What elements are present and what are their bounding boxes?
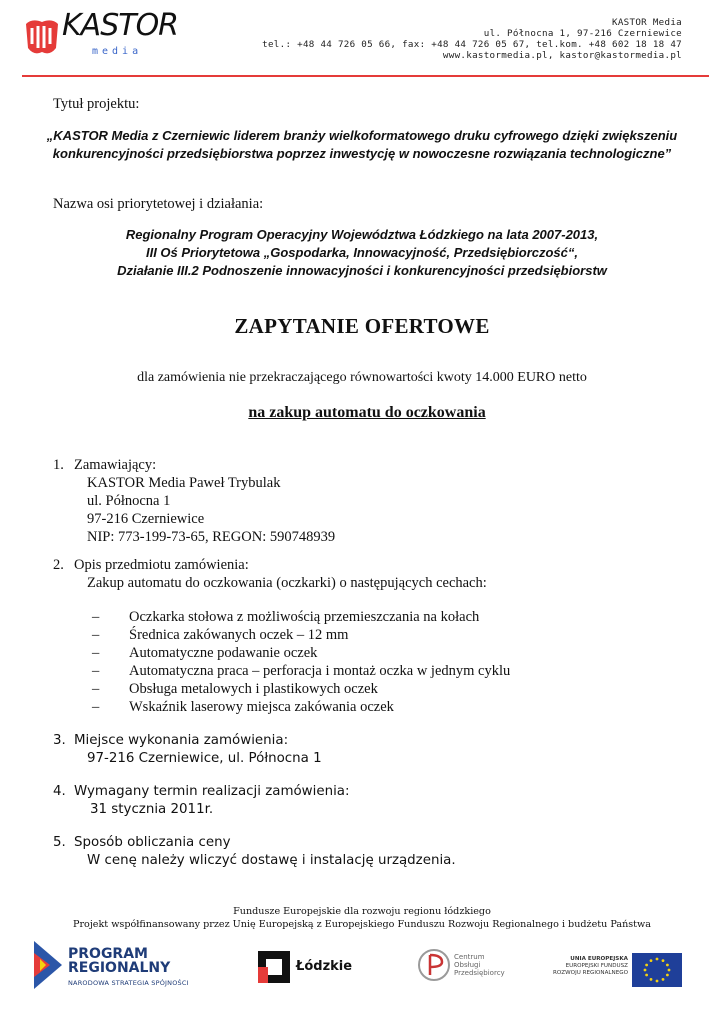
eu-fund-label: UNIA EUROPEJSKA EUROPEJSKI FUNDUSZ ROZWOJU REGIONALNEGO [553,956,628,976]
company-name: KASTOR Media [612,17,682,28]
section-number: 5. [53,835,66,850]
document-title: ZAPYTANIE OFERTOWE [234,314,490,338]
company-phones: tel.: +48 44 726 05 66, fax: +48 44 726 05 67, tel.kom. +48 602 18 18 47 [262,39,682,50]
orderer-name: KASTOR Media Paweł Trybulak [87,475,281,491]
footer-cofinance-line: Projekt współfinansowany przez Unię Europejską z Europejskiego Funduszu Rozwoju Regionalnego i budżetu Państwa [73,919,651,930]
section-number: 2. [53,557,64,573]
section-number: 1. [53,457,64,473]
logo-subtitle: media [92,46,143,57]
section-heading: Sposób obliczania ceny [74,835,231,850]
company-web: www.kastormedia.pl, kastor@kastormedia.pl [442,50,682,61]
cop-logo [418,947,508,991]
program-regionalny-name: PROGRAM REGIONALNY [68,946,171,976]
eu-flag-icon [632,953,682,987]
footer-logos [0,935,724,1005]
axis-line-2: III Oś Priorytetowa „Gospodarka, Innowacyjność, Przedsiębiorczość“, [145,245,578,260]
project-title-line-1: „KASTOR Media z Czerniewic liderem branży wielkoformatowego druku cyfrowego dzięki zwiększeniu [46,128,678,143]
section-number: 4. [53,784,66,799]
section-heading: Opis przedmiotu zamówienia: [74,557,249,573]
section-heading: Wymagany termin realizacji zamówienia: [74,784,350,799]
orderer-tax-ids: NIP: 773-199-73-65, REGON: 590748939 [87,529,336,545]
description-intro: Zakup automatu do oczkowania (oczkarki) o następujących cechach: [87,575,487,591]
footer-funds-line: Fundusze Europejskie dla rozwoju regionu łódzkiego [233,906,491,917]
section-heading: Zamawiający: [74,457,157,473]
lodzkie-mark-icon [258,951,290,983]
company-address: ul. Północna 1, 97-216 Czerniewice [483,28,682,39]
cop-name: Centrum Obsługi Przedsiębiorcy [454,953,505,977]
program-regionalny-tagline: NARODOWA STRATEGIA SPÓJNOŚCI [68,979,189,987]
section-heading: Miejsce wykonania zamówienia: [74,733,289,748]
lodzkie-logo [258,951,358,991]
place-value: 97-216 Czerniewice, ul. Północna 1 [87,751,322,766]
project-label: Tytuł projektu: [53,96,140,112]
logo-wordmark: KASTOR [62,8,179,43]
cop-mark-icon [418,947,450,983]
orderer-street: ul. Północna 1 [87,493,171,509]
section-number: 3. [53,733,66,748]
program-regionalny-mark-icon [34,941,64,989]
document-subtitle: dla zamówienia nie przekraczającego równowartości kwoty 14.000 EURO netto [137,370,587,385]
deadline-value: 31 stycznia 2011r. [90,802,214,817]
letterhead [0,0,724,80]
lodzkie-name: Łódzkie [296,959,353,974]
axis-line-3: Działanie III.2 Podnoszenie innowacyjności i konkurencyjności przedsiębiorstw [117,263,607,278]
axis-line-1: Regionalny Program Operacyjny Województwa Łódzkiego na lata 2007-2013, [125,227,599,242]
pricing-value: W cenę należy wliczyć dostawę i instalację urządzenia. [87,853,456,868]
contact-info [262,17,682,61]
program-regionalny-logo [34,941,194,997]
orderer-city: 97-216 Czerniewice [87,511,205,527]
header-divider [22,75,709,77]
kastor-logo [22,8,179,62]
order-subject: na zakup automatu do oczkowania [248,404,486,421]
axis-label: Nazwa osi priorytetowej i działania: [53,196,264,212]
kastor-logo-mark-icon [22,16,62,58]
project-title-line-2: konkurencyjności przedsiębiorstwa poprzez inwestycję w nowoczesne rozwiązania technologiczne” [52,146,672,161]
